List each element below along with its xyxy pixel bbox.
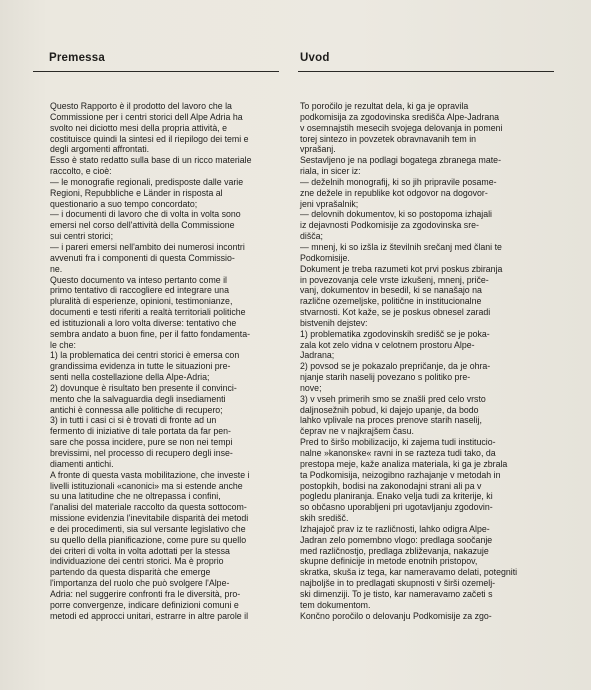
text-line: daljnosežnih pobud, ki dajejo upanje, da bodo bbox=[300, 404, 479, 415]
text-line: l'analisi del materiale raccolto da questa sottocom- bbox=[50, 502, 247, 513]
text-line: v osemnajstih mesecih svojega delovanja in pomeni bbox=[300, 122, 503, 133]
text-line: primo tentativo di raccogliere ed integrare una bbox=[50, 285, 229, 296]
text-line: sui centri storici; bbox=[50, 231, 114, 242]
text-line: avvenuti fra i componenti di questa Commissio- bbox=[50, 252, 235, 263]
text-line: grandissima evidenza in tutte le situazioni pre- bbox=[50, 361, 231, 372]
text-line: Esso è stato redatto sulla base di un ricco materiale bbox=[50, 155, 252, 166]
heading-rule-right bbox=[298, 71, 554, 72]
italian-text-column bbox=[50, 101, 290, 622]
text-line: A fronte di questa vasta mobilitazione, che investe i bbox=[50, 469, 250, 480]
text-line: metodi ed approcci unitari, estrarre in altre parole il bbox=[50, 610, 249, 621]
text-line: in povezovanja cele vrste izkušenj, mnenj, priče- bbox=[300, 274, 489, 285]
section-heading-premessa: Premessa bbox=[49, 52, 105, 64]
text-line: Questo Rapporto è il prodotto del lavoro che la bbox=[50, 101, 232, 111]
text-line: ne. bbox=[50, 263, 63, 274]
text-line: podkomisija za zgodovinska središča Alpe-Jadrana bbox=[300, 111, 500, 122]
text-line: To poročilo je rezultat dela, ki ga je opravila bbox=[300, 101, 469, 111]
text-line: Izhajajoč prav iz te različnosti, lahko odigra Alpe- bbox=[300, 523, 490, 534]
text-line: l'importanza del ruolo che può svolgere l'Alpe- bbox=[50, 578, 230, 589]
text-line: fermento di iniziative di tale portata da far pen- bbox=[50, 426, 231, 437]
text-line: Podkomisije. bbox=[300, 252, 350, 263]
text-line: nove; bbox=[300, 382, 322, 393]
text-line: Commissione per i centri storici dell Alpe Adria ha bbox=[50, 111, 243, 122]
text-line: jeni vprašalnik; bbox=[300, 198, 359, 209]
text-line: vanj, dokumentov in besedil, ki se nanašajo na bbox=[300, 285, 482, 296]
text-line: postopkih, bodisi na zakonodajni strani ali pa v bbox=[300, 480, 482, 491]
text-line: mento che la salvaguardia degli insediamenti bbox=[50, 393, 226, 404]
text-line: questionario a suo tempo concordato; bbox=[50, 198, 198, 209]
text-line: torej sintezo in povzetek obravnavanih tem in bbox=[300, 133, 477, 144]
text-line: — deželnih monografij, ki so jih pripravile posame- bbox=[300, 176, 497, 187]
text-line: prestopa meje, kaže analiza materiala, ki ga je zbrala bbox=[300, 458, 508, 469]
text-line: le che: bbox=[50, 339, 76, 350]
text-line: su una latitudine che ne oltrepassa i confini, bbox=[50, 491, 221, 502]
text-line: nalne »kanonske« ravni in se razteza tudi tako, da bbox=[300, 448, 496, 458]
text-line: dei criteri di volta in volta adottati per la stessa bbox=[50, 545, 230, 556]
text-line: Jadrana; bbox=[300, 350, 335, 361]
text-line: 2) dovunque è risultato ben presente il convinci- bbox=[50, 382, 237, 393]
text-line: čeprav ne v najkrajšem času. bbox=[300, 426, 414, 437]
text-line: 2) povsod se je pokazalo prepričanje, da je ohra- bbox=[300, 361, 491, 372]
text-line: tem dokumentom. bbox=[300, 599, 371, 610]
text-line: senti nella costellazione della Alpe-Adria; bbox=[50, 372, 210, 383]
text-line: ed istituzionali a loro volta diverse: tentativo che bbox=[50, 317, 237, 328]
text-line: svolto nei diciotto mesi della propria attività, e bbox=[50, 122, 228, 133]
text-line: lahko vplivale na proces prenove starih naselij, bbox=[300, 415, 482, 426]
slovenian-text-column bbox=[300, 101, 552, 622]
text-line: bistvenih dejstev: bbox=[300, 317, 368, 328]
text-line: Pred to širšo mobilizacijo, ki zajema tudi institucio- bbox=[300, 437, 496, 448]
text-line: 3) in tutti i casi ci si è trovati di fronte ad un bbox=[50, 415, 217, 426]
text-line: pluralità di esperienze, opinioni, testimonianze, bbox=[50, 296, 233, 307]
text-line: — i documenti di lavoro che di volta in volta sono bbox=[50, 209, 241, 220]
text-line: ta Podkomisija, neizogibno razhajanje v metodah in bbox=[300, 469, 501, 480]
text-line: 1) problematika zgodovinskih središč se je poka- bbox=[300, 328, 490, 339]
text-line: dišča; bbox=[300, 231, 323, 242]
text-line: ski dimenziji. To je tisto, kar nameravamo začeti s bbox=[300, 588, 493, 599]
text-line: Sestavljeno je na podlagi bogatega zbranega mate- bbox=[300, 155, 502, 166]
text-line: — i pareri emersi nell'ambito dei numerosi incontri bbox=[50, 241, 245, 252]
heading-rule-left bbox=[33, 71, 279, 72]
text-line: emersi nel corso dell'attività della Commissione bbox=[50, 220, 235, 231]
text-line: — mnenj, ki so izšla iz številnih srečanj med člani te bbox=[300, 241, 502, 252]
text-line: antichi è connessa alle politiche di recupero; bbox=[50, 404, 223, 415]
text-line: degli argomenti affrontati. bbox=[50, 144, 150, 155]
text-line: Questo documento va inteso pertanto come il bbox=[50, 274, 228, 285]
text-line: individuazione dei centri storici. Ma è proprio bbox=[50, 556, 224, 567]
text-line: različne ozemeljske, politične in institucionalne bbox=[300, 296, 482, 307]
text-line: documenti e testi riferiti a realtà territoriali politiche bbox=[50, 307, 246, 318]
text-line: — delovnih dokumentov, ki so postopoma izhajali bbox=[300, 209, 493, 220]
text-line: Regioni, Repubbliche e Länder in risposta al bbox=[50, 187, 223, 198]
text-line: Jadran zelo pomembno vlogo: predlaga soočanje bbox=[300, 534, 493, 545]
text-line: brevissimi, nel processo di recupero degli inse- bbox=[50, 448, 233, 458]
text-line: so občasno uporabljeni pri ugotavljanju zgodovin- bbox=[300, 502, 493, 513]
text-line: iz dejavnosti Podkomisije za zgodovinska sre- bbox=[300, 220, 479, 231]
text-line: Končno poročilo o delovanju Podkomisije za zgo- bbox=[300, 610, 492, 621]
text-line: e dei procedimenti, sia sul versante legislativo che bbox=[50, 523, 246, 534]
text-line: diamenti antichi. bbox=[50, 458, 114, 469]
text-line: raccolto, e cioè: bbox=[50, 166, 112, 177]
text-line: zala kot zelo vidna v celotnem prostoru Alpe- bbox=[300, 339, 475, 350]
text-line: sare che possa incidere, pure se non nei tempi bbox=[50, 437, 233, 448]
text-line: najboljše in to predlagati skupnosti v širši ozemelj- bbox=[300, 578, 496, 589]
text-line: skupne definicije in metode enotnih pristopov, bbox=[300, 556, 478, 567]
text-line: med različnostjo, predlaga zbliževanja, nakazuje bbox=[300, 545, 489, 556]
text-line: 3) v vseh primerih smo se znašli pred celo vrsto bbox=[300, 393, 486, 404]
text-line: — le monografie regionali, predisposte dalle varie bbox=[50, 176, 244, 187]
text-line: costituisce quindi la sintesi ed il riepilogo dei temi e bbox=[50, 133, 249, 144]
text-line: partendo da questa disparità che emerge bbox=[50, 567, 211, 578]
text-line: stvarnosti. Kot kaže, se je poskus obnesel zaradi bbox=[300, 307, 491, 318]
text-line: su quello della pianificazione, come pure su quello bbox=[50, 534, 247, 545]
text-line: missione evidenzia l'inevitabile disparità dei metodi bbox=[50, 513, 249, 524]
text-line: skih središč. bbox=[300, 513, 349, 524]
text-line: skratka, skuša iz tega, kar nameravamo delati, potegniti bbox=[300, 567, 518, 578]
text-line: Dokument je treba razumeti kot prvi poskus zbiranja bbox=[300, 263, 503, 274]
text-line: pogledu planiranja. Enako velja tudi za kriterije, ki bbox=[300, 491, 493, 502]
text-line: livelli istituzionali «canonici» ma si estende anche bbox=[50, 480, 243, 491]
text-line: vprašanj. bbox=[300, 144, 336, 155]
text-line: sembra andato a buon fine, per il fatto fondamenta- bbox=[50, 328, 251, 339]
section-heading-uvod: Uvod bbox=[300, 52, 330, 64]
text-line: 1) la problematica dei centri storici è emersa con bbox=[50, 350, 240, 361]
text-line: njanje starih naselij povezano s politiko pre- bbox=[300, 372, 471, 383]
text-line: riala, in sicer iz: bbox=[300, 166, 361, 177]
text-line: porre convergenze, indicare definizioni comuni e bbox=[50, 599, 239, 610]
text-line: Adria: nel suggerire confronti fra le diversità, pro- bbox=[50, 588, 241, 599]
text-line: zne dežele in republike kot odgovor na dogovor- bbox=[300, 187, 488, 198]
